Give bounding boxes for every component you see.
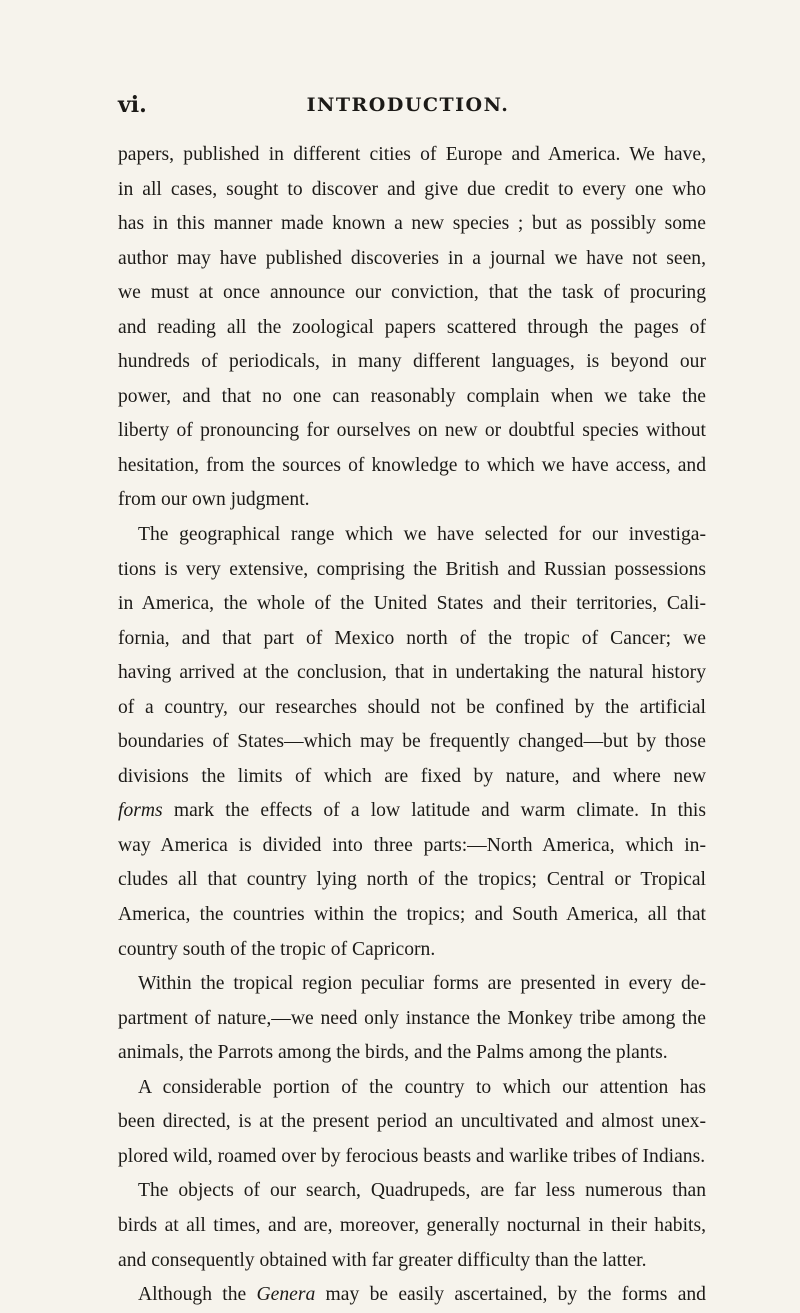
text-line: from our own judgment. [118, 489, 310, 511]
text-line: plored wild, roamed over by ferocious beasts and warlike tribes of Indians. [118, 1145, 706, 1167]
text-line: country south of the tropic of Capricorn. [118, 938, 436, 960]
text-line: and reading all the zoological papers scattered through the pages of [118, 316, 706, 338]
text-line: A considerable portion of the country to which our attention has [138, 1076, 706, 1098]
text-line: author may have published discoveries in a journal we have not seen, [118, 247, 706, 269]
text-line: having arrived at the conclusion, that in undertaking the natural history [118, 662, 706, 684]
text-line: been directed, is at the present period an uncultivated and almost unex- [118, 1111, 706, 1133]
text-line: has in this manner made known a new species ; but as possibly some [118, 213, 706, 235]
text-line: The objects of our search, Quadrupeds, are far less numerous than [138, 1180, 706, 1202]
text-line: in America, the whole of the United States and their territories, Cali- [118, 593, 706, 615]
text-line: way America is divided into three parts:—North America, which in- [118, 834, 706, 856]
text-line: and consequently obtained with far greater difficulty than the latter. [118, 1249, 647, 1271]
text-line: Within the tropical region peculiar forms are presented in every de- [138, 973, 706, 995]
text-line: partment of nature,—we need only instance the Monkey tribe among the [118, 1007, 706, 1029]
text-line: animals, the Parrots among the birds, and the Palms among the plants. [118, 1042, 668, 1064]
text-line: birds at all times, and are, moreover, generally nocturnal in their habits, [118, 1214, 706, 1236]
text-line: in all cases, sought to discover and give due credit to every one who [118, 178, 706, 200]
text-line: boundaries of States—which may be frequently changed—but by those [118, 731, 706, 753]
body-text [118, 138, 706, 1313]
page-number: vi. [118, 92, 147, 118]
text-line: papers, published in different cities of Europe and America. We have, [118, 144, 706, 165]
text-line: hesitation, from the sources of knowledge to which we have access, and [118, 454, 706, 476]
text-line: of a country, our researches should not be confined by the artificial [118, 696, 706, 718]
text-line: power, and that no one can reasonably complain when we take the [118, 385, 706, 407]
text-line: hundreds of periodicals, in many different languages, is beyond our [118, 351, 706, 373]
text-line: The geographical range which we have selected for our investiga- [138, 524, 706, 546]
text-line: America, the countries within the tropics; and South America, all that [118, 904, 706, 926]
text-line: divisions the limits of which are fixed by nature, and where new [118, 765, 706, 787]
text-line: tions is very extensive, comprising the British and Russian possessions [118, 558, 706, 580]
text-line: forms mark the effects of a low latitude and warm climate. In this [118, 800, 706, 822]
page-header [118, 92, 698, 122]
running-head: INTRODUCTION. [306, 94, 510, 116]
text-line: fornia, and that part of Mexico north of the tropic of Cancer; we [118, 627, 706, 649]
text-line: cludes all that country lying north of the tropics; Central or Tropical [118, 869, 706, 891]
text-line: we must at once announce our conviction, that the task of procuring [118, 282, 706, 304]
text-line: Although the Genera may be easily ascertained, by the forms and [138, 1284, 706, 1306]
text-line: liberty of pronouncing for ourselves on new or doubtful species without [118, 420, 706, 442]
